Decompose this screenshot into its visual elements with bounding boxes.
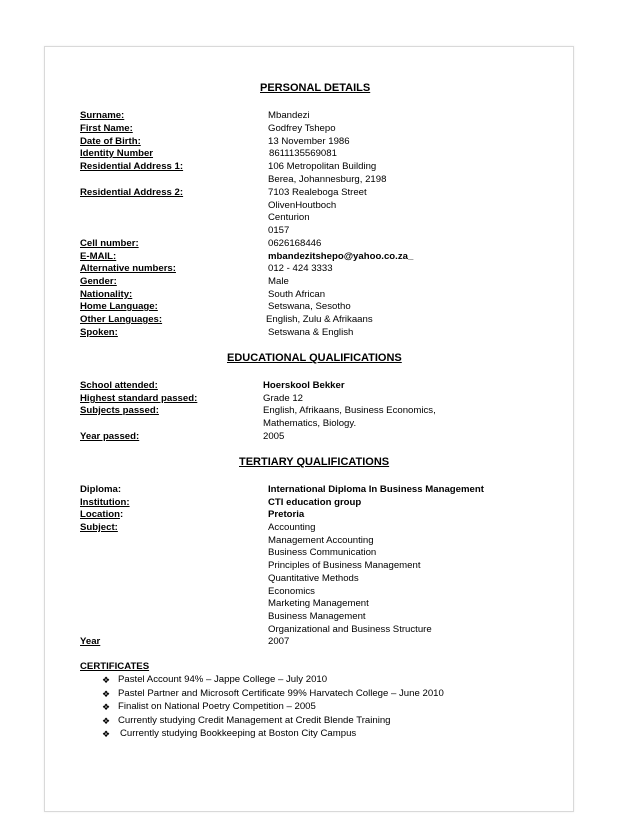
residential-address-2-line: Centurion [268,212,310,223]
gender-label: Gender: [80,276,117,287]
subject-item: Organizational and Business Structure [268,624,432,635]
residential-address-2-label: Residential Address 2: [80,187,184,198]
gender-value: Male [268,276,289,287]
dob-label: Date of Birth: [80,136,141,147]
home-language-label: Home Language: [80,301,158,312]
certificates-heading: CERTIFICATES [80,661,150,672]
dob-value: 13 November 1986 [268,136,350,147]
school-attended-label: School attended: [80,380,158,391]
cell-number-value: 0626168446 [268,238,322,249]
spoken-value: Setswana & English [268,327,354,338]
surname-value: Mbandezi [268,110,310,121]
diamond-bullet-icon: ❖ [102,716,111,726]
diamond-bullet-icon: ❖ [102,729,111,739]
diploma-value: International Diploma In Business Management [268,484,484,495]
residential-address-1-line: Berea, Johannesburg, 2198 [268,174,387,185]
location-label-wrap [80,509,123,521]
tertiary-year-value: 2007 [268,636,290,647]
certificate-item: Currently studying Bookkeeping at Boston City Campus [120,728,357,739]
residential-address-2-line: 7103 Realeboga Street [268,187,367,198]
personal-details-heading: PERSONAL DETAILS [260,82,371,94]
other-languages-label: Other Languages: [80,314,163,325]
highest-standard-label: Highest standard passed: [80,393,198,404]
subject-item: Quantitative Methods [268,573,359,584]
residential-address-2-line: 0157 [268,225,290,236]
subjects-passed-line: Mathematics, Biology. [263,418,357,429]
diamond-bullet-icon: ❖ [102,675,111,685]
subject-item: Business Communication [268,547,377,558]
residential-address-2-line: OlivenHoutboch [268,200,337,211]
subject-item: Economics [268,586,315,597]
first-name-label: First Name: [80,123,133,134]
subject-item: Business Management [268,611,366,622]
diploma-label: Diploma: [80,484,122,495]
surname-label: Surname: [80,110,125,121]
cell-number-label: Cell number: [80,238,139,249]
educational-qualifications-heading: EDUCATIONAL QUALIFICATIONS [227,352,402,364]
location-value: Pretoria [268,509,305,520]
subject-item: Principles of Business Management [268,560,421,571]
subjects-passed-label: Subjects passed: [80,405,159,416]
residential-address-1-label: Residential Address 1: [80,161,184,172]
location-label-colon: : [119,509,124,520]
subject-item: Management Accounting [268,535,374,546]
other-languages-value: English, Zulu & Afrikaans [266,314,373,325]
certificate-item: Currently studying Credit Management at Credit Blende Training [118,715,391,726]
nationality-value: South African [268,289,326,300]
alternative-numbers-label: Alternative numbers: [80,263,176,274]
year-passed-value: 2005 [263,431,285,442]
school-attended-value: Hoerskool Bekker [263,380,345,391]
certificate-item: Finalist on National Poetry Competition – 2005 [118,701,316,712]
subject-item: Accounting [268,522,316,533]
certificate-item: Pastel Partner and Microsoft Certificate 99% Harvatech College – June 2010 [118,688,444,699]
diamond-bullet-icon: ❖ [102,689,111,699]
email-label: E-MAIL: [80,251,117,262]
first-name-value: Godfrey Tshepo [268,123,336,134]
nationality-label: Nationality: [80,289,133,300]
email-value: mbandezitshepo@yahoo.co.za_ [268,251,414,262]
home-language-value: Setswana, Sesotho [268,301,351,312]
id-number-label: Identity Number [80,148,154,159]
highest-standard-value: Grade 12 [263,393,304,404]
tertiary-year-label: Year [80,636,101,647]
diamond-bullet-icon: ❖ [102,702,111,712]
institution-value: CTI education group [268,497,362,508]
year-passed-label: Year passed: [80,431,140,442]
certificate-item: Pastel Account 94% – Jappe College – July 2010 [118,674,328,685]
subject-item: Marketing Management [268,598,369,609]
alternative-numbers-value: 012 - 424 3333 [268,263,333,274]
spoken-label: Spoken: [80,327,118,338]
location-label: Location [80,509,120,520]
institution-label: Institution: [80,497,130,508]
id-number-value: 8611135569081 [269,148,337,159]
residential-address-1-line: 106 Metropolitan Building [268,161,377,172]
tertiary-qualifications-heading: TERTIARY QUALIFICATIONS [239,456,390,468]
subjects-passed-line: English, Afrikaans, Business Economics, [263,405,436,416]
subject-label: Subject: [80,522,118,533]
